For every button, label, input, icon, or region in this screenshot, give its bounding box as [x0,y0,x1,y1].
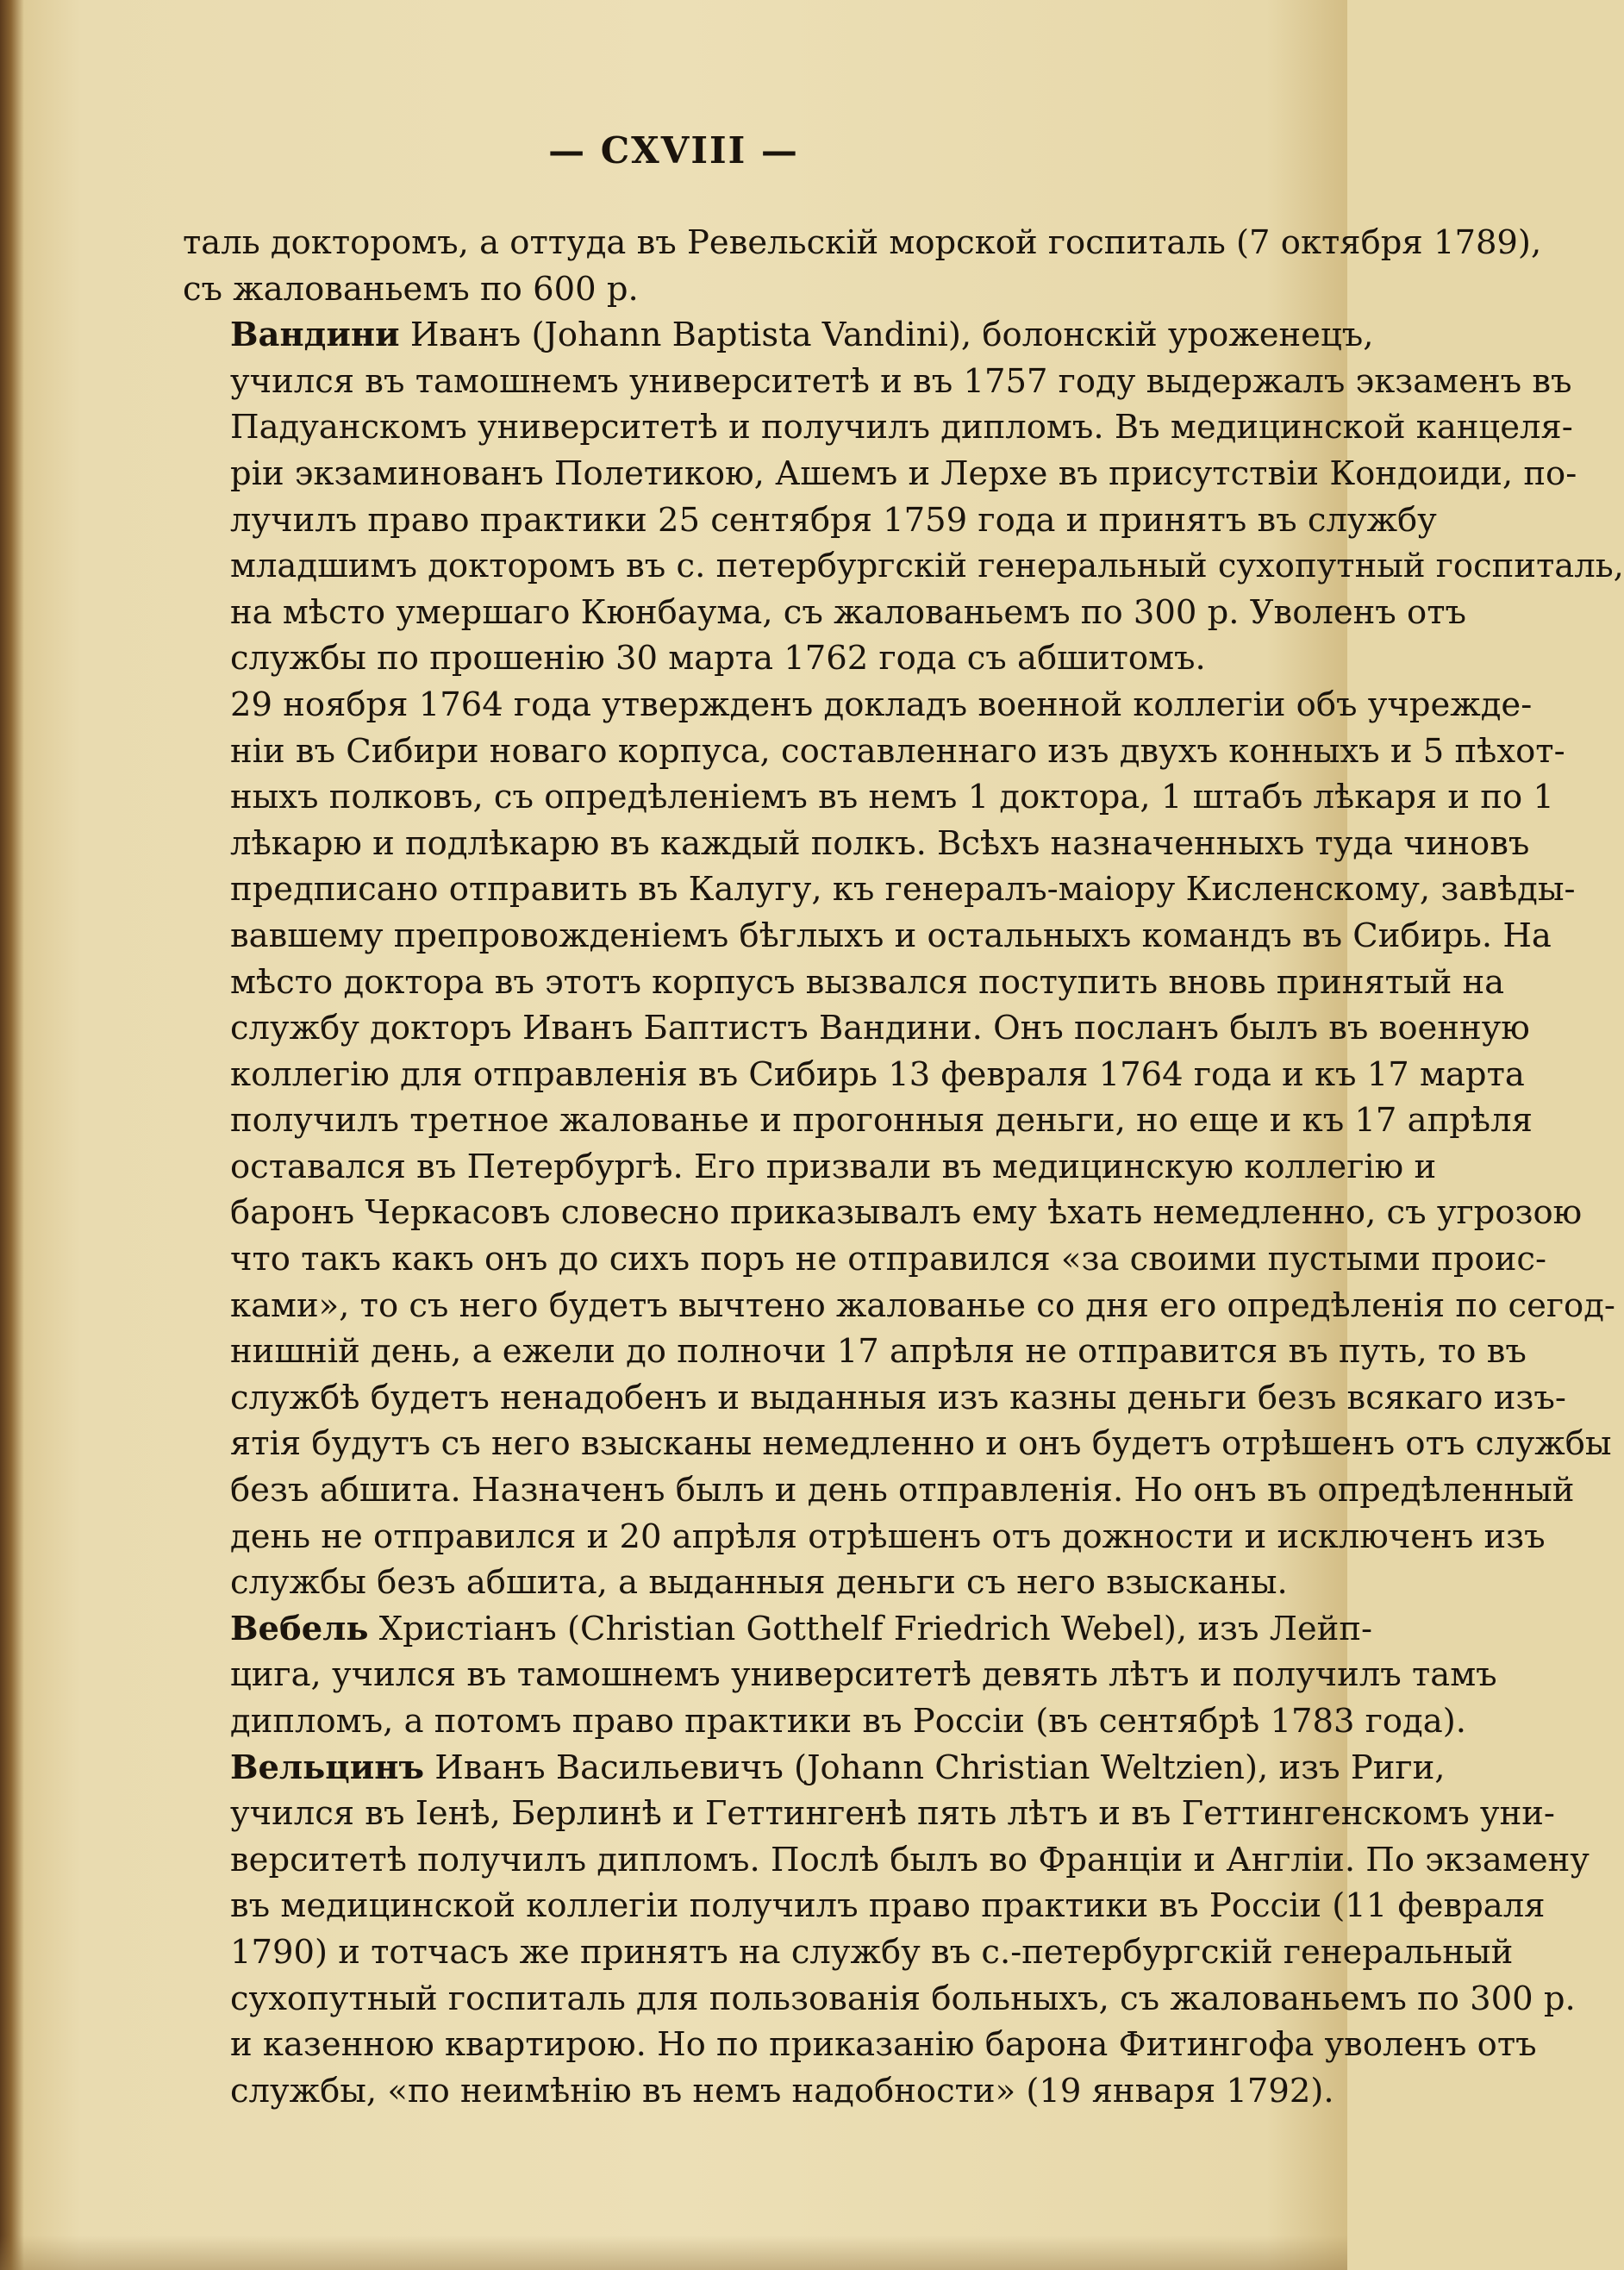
text-line: лѣкарю и подлѣкарю въ каждый полкъ. Всѣхъ назначенныхъ туда чиновъ [230,823,1530,863]
text-line: службы, «по неимѣнію въ немъ надобности» (19 января 1792). [230,2071,1334,2111]
text-line: сухопутный госпиталь для пользованія больныхъ, съ жалованьемъ по 300 р. [230,1979,1576,2018]
page-number: — CXVIII — [548,129,799,172]
paragraph-webel [183,1606,1497,1745]
paragraph-siberia-corps [183,682,1615,1606]
text-line: службѣ будетъ ненадобенъ и выданныя изъ казны деньги безъ всякаго изъ- [230,1378,1566,1417]
text-line: ніи въ Сибири новаго корпуса, составленнаго изъ двухъ конныхъ и 5 пѣхот- [230,731,1565,771]
text-line: нишній день, а ежели до полночи 17 апрѣля не отправится въ путь, то въ [230,1332,1527,1372]
text-line: 29 ноября 1764 года утвержденъ докладъ военной коллегіи объ учрежде- [230,685,1533,724]
text-line: Падуанскомъ университетѣ и получилъ дипломъ. Въ медицинской канцеля- [230,408,1573,447]
text-line: таль докторомъ, а оттуда въ Ревельскій морской госпиталь (7 октября 1789), [183,223,1542,262]
entry-name: Вандини [230,316,400,355]
text-line: что такъ какъ онъ до сихъ поръ не отправился «за своими пустыми проис- [230,1240,1546,1279]
text-line: службы по прошенію 30 марта 1762 года съ абшитомъ. [230,639,1206,678]
text-line: дипломъ, а потомъ право практики въ Россіи (въ сентябрѣ 1783 года). [230,1702,1466,1741]
text-line: Вельцинъ Иванъ Васильевичъ (Johann Christian Weltzien), изъ Риги, [230,1748,1446,1787]
text-line: Вандини Иванъ (Johann Baptista Vandini), болонскій уроженецъ, [230,316,1374,355]
entry-name: Вельцинъ [230,1748,425,1787]
text-line: вавшему препровожденіемъ бѣглыхъ и остальныхъ командъ въ Сибирь. На [230,916,1552,955]
text-line: ріи экзаминованъ Полетикою, Ашемъ и Лерхе въ присутствіи Кондоиди, по- [230,453,1577,493]
text-line: съ жалованьемъ по 600 р. [183,269,639,309]
text-line: службы безъ абшита, а выданныя деньги съ него взысканы. [230,1563,1288,1603]
text-line: цига, учился въ тамошнемъ университетѣ девять лѣтъ и получилъ тамъ [230,1655,1497,1695]
text-line: на мѣсто умершаго Кюнбаума, съ жалованьемъ по 300 р. Уволенъ отъ [230,592,1467,632]
paragraph-weltzien [183,1745,1590,2115]
text-line: ятія будутъ съ него взысканы немедленно и онъ будетъ отрѣшенъ отъ службы [230,1424,1612,1464]
text-line: службу докторъ Иванъ Баптистъ Вандини. Онъ посланъ былъ въ военную [230,1009,1530,1048]
page-body [183,220,1624,2114]
text-line: ками», то съ него будетъ вычтено жалованье со дня его опредѣленія по сегод- [230,1285,1615,1325]
text-line: въ медицинской коллегіи получилъ право практики въ Россіи (11 февраля [230,1886,1546,1926]
paragraph-vandini [183,312,1624,682]
text-line: коллегію для отправленія въ Сибирь 13 февраля 1764 года и къ 17 марта [230,1054,1525,1094]
text-line: безъ абшита. Назначенъ былъ и день отправленія. Но онъ въ опредѣленный [230,1471,1575,1510]
page-bottom-shadow [0,2236,1347,2270]
text-line: день не отправился и 20 апрѣля отрѣшенъ отъ дожности и исключенъ изъ [230,1516,1546,1556]
text-line: учился въ Іенѣ, Берлинѣ и Геттингенѣ пять лѣтъ и въ Геттингенскомъ уни- [230,1794,1555,1834]
paragraph [183,220,1542,312]
text-line: учился въ тамошнемъ университетѣ и въ 1757 году выдержалъ экзаменъ въ [230,361,1572,401]
text-line: младшимъ докторомъ въ с. петербургскій генеральный сухопутный госпиталь, [230,547,1624,586]
text-line: оставался въ Петербургѣ. Его призвали въ медицинскую коллегію и [230,1147,1437,1186]
text-line: верситетѣ получилъ дипломъ. Послѣ былъ во Франціи и Англіи. По экзамену [230,1840,1590,1879]
text-line: баронъ Черкасовъ словесно приказывалъ ему ѣхать немедленно, съ угрозою [230,1193,1583,1233]
text-line: лучилъ право практики 25 сентября 1759 года и принятъ въ службу [230,500,1437,540]
page-left-edge [0,0,24,2270]
text-line: предписано отправить въ Калугу, къ генералъ-маіору Кисленскому, завѣды- [230,870,1576,910]
text-line: мѣсто доктора въ этотъ корпусъ вызвался поступить вновь принятый на [230,962,1505,1002]
text-line: Вебель Христіанъ (Christian Gotthelf Friedrich Webel), изъ Лейп- [230,1609,1373,1648]
text-line: и казенною квартирою. Но по приказанію барона Фитингофа уволенъ отъ [230,2025,1537,2065]
text-line: 1790) и тотчасъ же принятъ на службу въ с.-петербургскій генеральный [230,1932,1514,1972]
entry-name: Вебель [230,1609,369,1648]
text-line: ныхъ полковъ, съ опредѣленіемъ въ немъ 1 доктора, 1 штабъ лѣкаря и по 1 [230,778,1554,817]
text-line: получилъ третное жалованье и прогонныя деньги, но еще и къ 17 апрѣля [230,1101,1533,1141]
